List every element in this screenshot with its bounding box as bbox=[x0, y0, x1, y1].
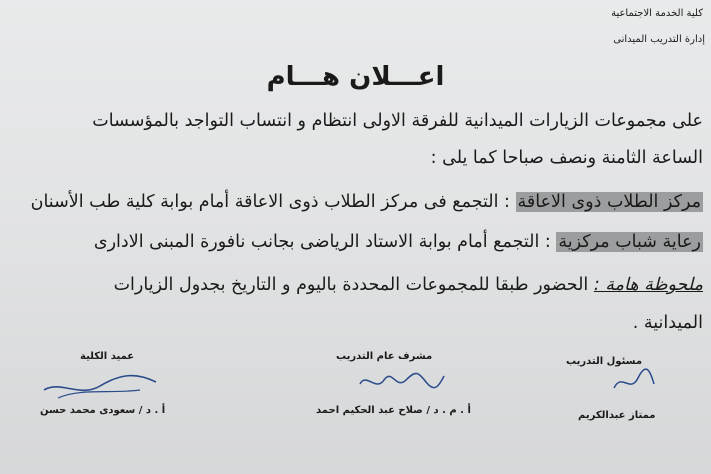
supervisor-name: أ . م . د / صلاح عبد الحكيم احمد bbox=[316, 405, 471, 416]
item2-text: : التجمع أمام بوابة الاستاد الرياضى بجانب نافورة المبنى الادارى bbox=[93, 232, 551, 252]
item1-text: : التجمع فى مركز الطلاب ذوى الاعاقة أمام بوابة كلية طب الأسنان bbox=[30, 192, 510, 212]
important-note bbox=[114, 275, 703, 295]
supervisor-title: مشرف عام التدريب bbox=[336, 351, 433, 362]
officer-name: ممتاز عبدالكريم bbox=[578, 410, 656, 421]
department-name: إدارة التدريب الميدانى bbox=[613, 34, 705, 45]
announcement-title: اعـــلان هـــام bbox=[266, 62, 445, 92]
item-youth-care bbox=[94, 232, 703, 252]
note-continuation: الميدانية . bbox=[632, 313, 703, 333]
item1-label: مركز الطلاب ذوى الاعاقة bbox=[517, 192, 701, 212]
dean-signature-icon bbox=[40, 368, 160, 404]
note-text: الحضور طبقا للمجموعات المحددة باليوم و التاريخ بجدول الزيارات bbox=[113, 275, 589, 295]
officer-title: مسئول التدريب bbox=[566, 356, 643, 367]
item2-label: رعاية شباب مركزية bbox=[558, 232, 701, 252]
org-name: كلية الخدمة الاجتماعية bbox=[611, 8, 703, 19]
dean-title: عميد الكلية bbox=[80, 351, 135, 362]
body-line-2: الساعة الثامنة ونصف صباحا كما يلى : bbox=[430, 148, 703, 168]
supervisor-signature-icon bbox=[356, 368, 446, 396]
item-disabled-students bbox=[31, 192, 703, 212]
dean-name: أ . د / سعودى محمد حسن bbox=[40, 405, 166, 416]
body-line-1: على مجموعات الزيارات الميدانية للفرقة الاولى انتظام و انتساب التواجد بالمؤسسات bbox=[92, 111, 703, 131]
officer-signature-icon bbox=[608, 366, 658, 396]
note-label: ملحوظة هامة : bbox=[593, 275, 703, 295]
